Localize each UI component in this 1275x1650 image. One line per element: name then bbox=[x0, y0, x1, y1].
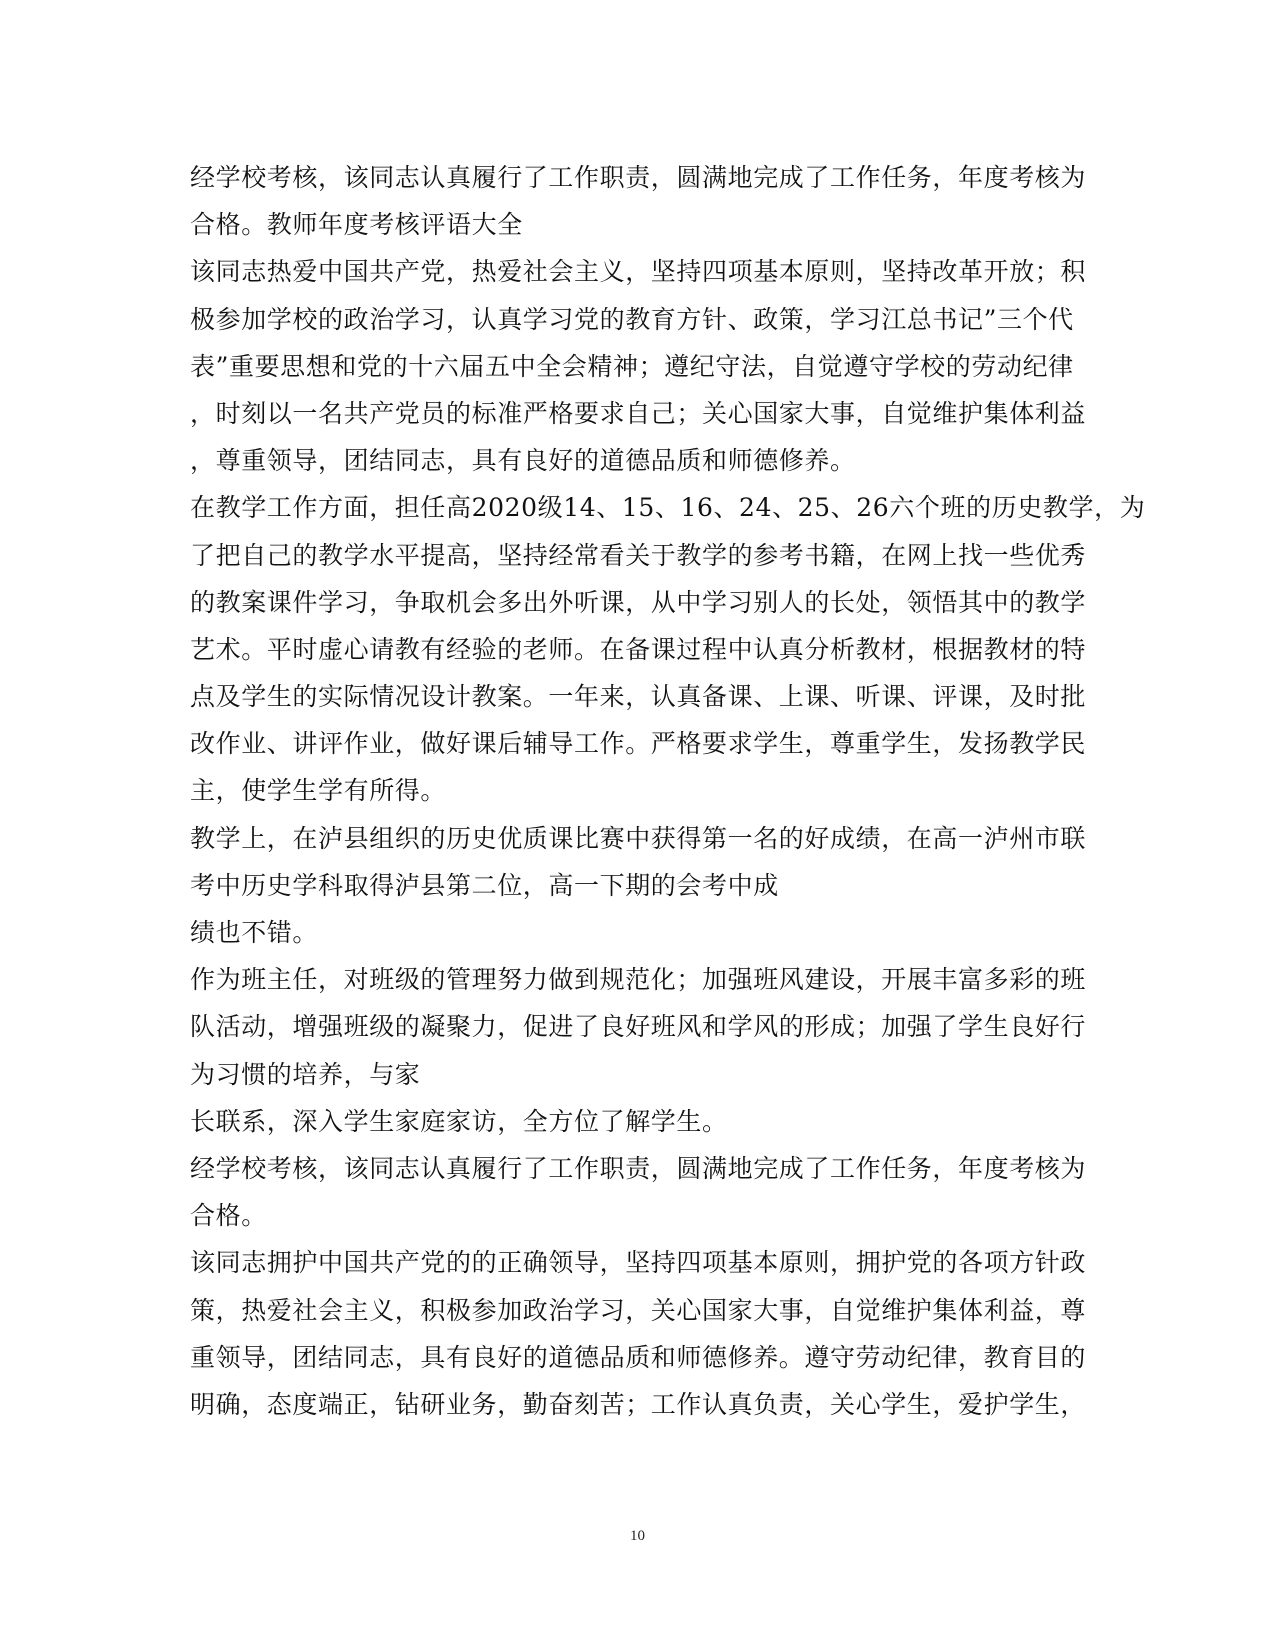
text-line: 改作业、讲评作业，做好课后辅导工作。严格要求学生，尊重学生，发扬教学民 bbox=[190, 729, 1087, 759]
text-line: 表”重要思想和党的十六届五中全会精神；遵纪守法，自觉遵守学校的劳动纪律 bbox=[190, 351, 1074, 381]
text-line: ，时刻以一名共产党员的标准严格要求自己；关心国家大事，自觉维护集体利益 bbox=[190, 398, 1087, 428]
text-line: 极参加学校的政治学习，认真学习党的教育方针、政策，学习江总书记”三个代 bbox=[190, 304, 1074, 334]
text-line: 在教学工作方面，担任高2020级14、15、16、24、25、26六个班的历史教学，为 bbox=[190, 493, 1146, 523]
text-line: 考中历史学科取得泸县第二位，高一下期的会考中成 bbox=[190, 870, 779, 900]
text-line: 长联系，深入学生家庭家访，全方位了解学生。 bbox=[190, 1106, 728, 1136]
document-body bbox=[190, 154, 1146, 1428]
text-line: 策，热爱社会主义，积极参加政治学习，关心国家大事，自觉维护集体利益，尊 bbox=[190, 1295, 1087, 1325]
text-line: 点及学生的实际情况设计教案。一年来，认真备课、上课、听课、评课，及时批 bbox=[190, 682, 1087, 712]
text-line: 队活动，增强班级的凝聚力，促进了良好班风和学风的形成；加强了学生良好行 bbox=[190, 1012, 1087, 1042]
text-line: 合格。 bbox=[190, 1201, 267, 1231]
text-line: 为习惯的培养，与家 bbox=[190, 1059, 421, 1089]
text-line: 教学上，在泸县组织的历史优质课比赛中获得第一名的好成绩，在高一泸州市联 bbox=[190, 823, 1087, 853]
text-line: 了把自己的教学水平提高，坚持经常看关于教学的参考书籍，在网上找一些优秀 bbox=[190, 540, 1087, 570]
text-line: 艺术。平时虚心请教有经验的老师。在备课过程中认真分析教材，根据教材的特 bbox=[190, 634, 1087, 664]
text-line: 该同志热爱中国共产党，热爱社会主义，坚持四项基本原则，坚持改革开放；积 bbox=[190, 257, 1087, 287]
text-line: 该同志拥护中国共产党的的正确领导，坚持四项基本原则，拥护党的各项方针政 bbox=[190, 1248, 1087, 1278]
text-line: 作为班主任，对班级的管理努力做到规范化；加强班风建设，开展丰富多彩的班 bbox=[190, 965, 1087, 995]
text-line: 主，使学生学有所得。 bbox=[190, 776, 447, 806]
text-line: 重领导，团结同志，具有良好的道德品质和师德修养。遵守劳动纪律，教育目的 bbox=[190, 1342, 1087, 1372]
text-line: 的教案课件学习，争取机会多出外听课，从中学习别人的长处，领悟其中的教学 bbox=[190, 587, 1087, 617]
page-number: 10 bbox=[630, 1528, 645, 1544]
text-line: ，尊重领导，团结同志，具有良好的道德品质和师德修养。 bbox=[190, 446, 856, 476]
text-line: 合格。教师年度考核评语大全 bbox=[190, 210, 523, 240]
text-line: 经学校考核，该同志认真履行了工作职责，圆满地完成了工作任务，年度考核为 bbox=[190, 163, 1087, 192]
text-line: 绩也不错。 bbox=[190, 918, 319, 947]
text-line: 经学校考核，该同志认真履行了工作职责，圆满地完成了工作任务，年度考核为 bbox=[190, 1153, 1087, 1183]
text-line: 明确，态度端正，钻研业务，勤奋刻苦；工作认真负责，关心学生，爱护学生， bbox=[190, 1389, 1087, 1419]
